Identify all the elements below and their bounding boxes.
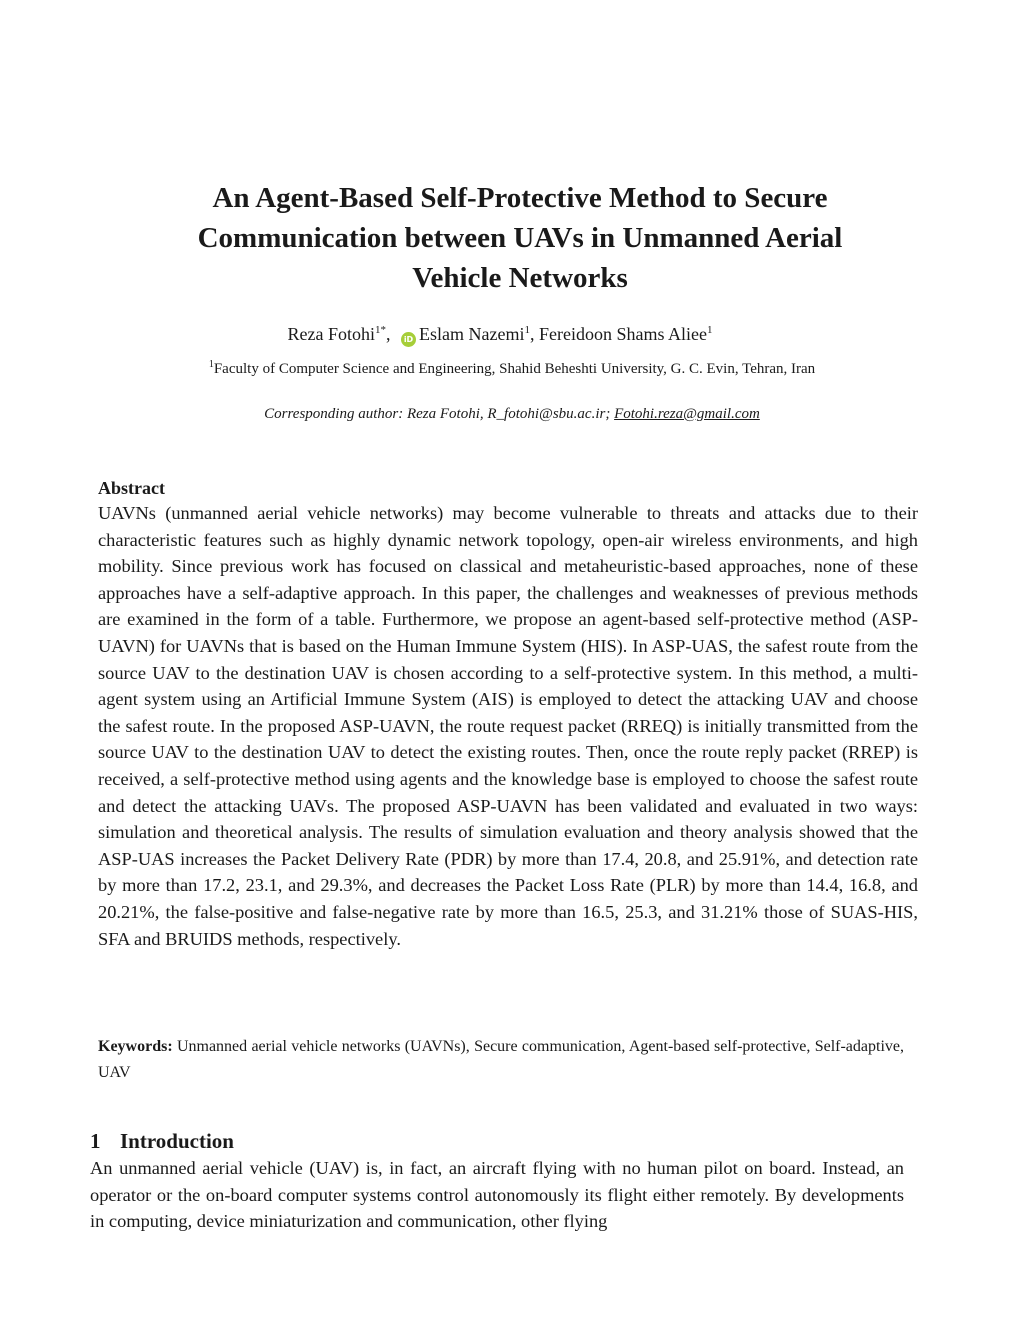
corresponding-author: [0, 403, 1024, 425]
author-list: [0, 322, 1000, 347]
affiliation-mark: 1: [208, 359, 214, 370]
corresponding-author-text: Corresponding author: Reza Fotohi, R_fotohi@sbu.ac.ir;: [264, 406, 615, 422]
introduction-body: An unmanned aerial vehicle (UAV) is, in fact, an aircraft flying with no human pilot on board. Instead, an operator or the on-board computer systems control autonomously its flight either remotely. By developments in computing, device miniaturization and communication, other flying: [90, 1158, 904, 1232]
title-line-2: Communication between UAVs in Unmanned Aerial: [197, 222, 843, 254]
affiliation: [0, 358, 1024, 380]
author-affiliation-mark: 1: [524, 324, 530, 336]
affiliation-text: Faculty of Computer Science and Engineering, Shahid Beheshti University, G. C. Evin, Tehran, Iran: [213, 361, 816, 377]
author-affiliation-mark: 1: [706, 324, 713, 336]
orcid-icon[interactable]: iD: [401, 332, 416, 347]
abstract-body: UAVNs (unmanned aerial vehicle networks) may become vulnerable to threats and attacks due to their characteristic features such as highly dynamic network topology, open-air wireless environments, and high mobility. Since previous work has focused on classical and metaheuristic-based approaches, none of these approaches have a self-adaptive approach. In this paper, the challenges and weaknesses of previous methods are examined in the form of a table. Furthermore, we propose an agent-based self-protective method (ASP-UAVN) for UAVNs that is based on the Human Immune System (HIS). In ASP-UAS, the safest route from the source UAV to the destination UAV is chosen according to a self-protective system. In this method, a multi-agent system using an Artificial Immune System (AIS) is employed to detect the attacking UAV and choose the safest route. In the proposed ASP-UAVN, the route request packet (RREQ) is initially transmitted from the source UAV to the destination UAV to detect the existing routes. Then, once the route reply packet (RREP) is received, a self-protective method using agents and the knowledge base is employed to choose the safest route and detect the attacking UAVs. The proposed ASP-UAVN has been validated and evaluated in two ways: simulation and theoretical analysis. The results of simulation evaluation and theory analysis showed that the ASP-UAS increases the Packet Delivery Rate (PDR) by more than 17.4, 20.8, and 25.91%, and detection rate by more than 17.2, 23.1, and 29.3%, and decreases the Packet Loss Rate (PLR) by more than 14.4, 16.8, and 20.21%, the false-positive and false-negative rate by more than 16.5, 25.3, and 31.21% those of SUAS-HIS, SFA and BRUIDS methods, respectively.: [98, 503, 918, 949]
title-line-1: An Agent-Based Self-Protective Method to Secure: [212, 182, 828, 214]
paper-title: [120, 178, 920, 298]
section-heading-introduction: [90, 1127, 234, 1155]
author-name: Eslam Nazemi: [419, 324, 525, 344]
keywords: [98, 1034, 904, 1086]
author-separator: ,: [529, 324, 539, 344]
author-name: Fereidoon Shams Aliee: [538, 324, 707, 344]
keywords-label: Keywords:: [98, 1038, 173, 1055]
section-number: 1: [90, 1129, 101, 1153]
author-separator: ,: [386, 324, 391, 344]
title-line-3: Vehicle Networks: [412, 262, 628, 294]
email-link[interactable]: Fotohi.reza@gmail.com: [614, 406, 760, 422]
abstract-heading: Abstract: [98, 478, 165, 498]
section-title: Introduction: [120, 1129, 234, 1153]
author-name: Reza Fotohi: [287, 324, 376, 344]
keywords-text: Unmanned aerial vehicle networks (UAVNs), Secure communication, Agent-based self-protective, Self-adaptive, UAV: [98, 1038, 904, 1081]
author-affiliation-mark: 1*: [375, 324, 387, 336]
